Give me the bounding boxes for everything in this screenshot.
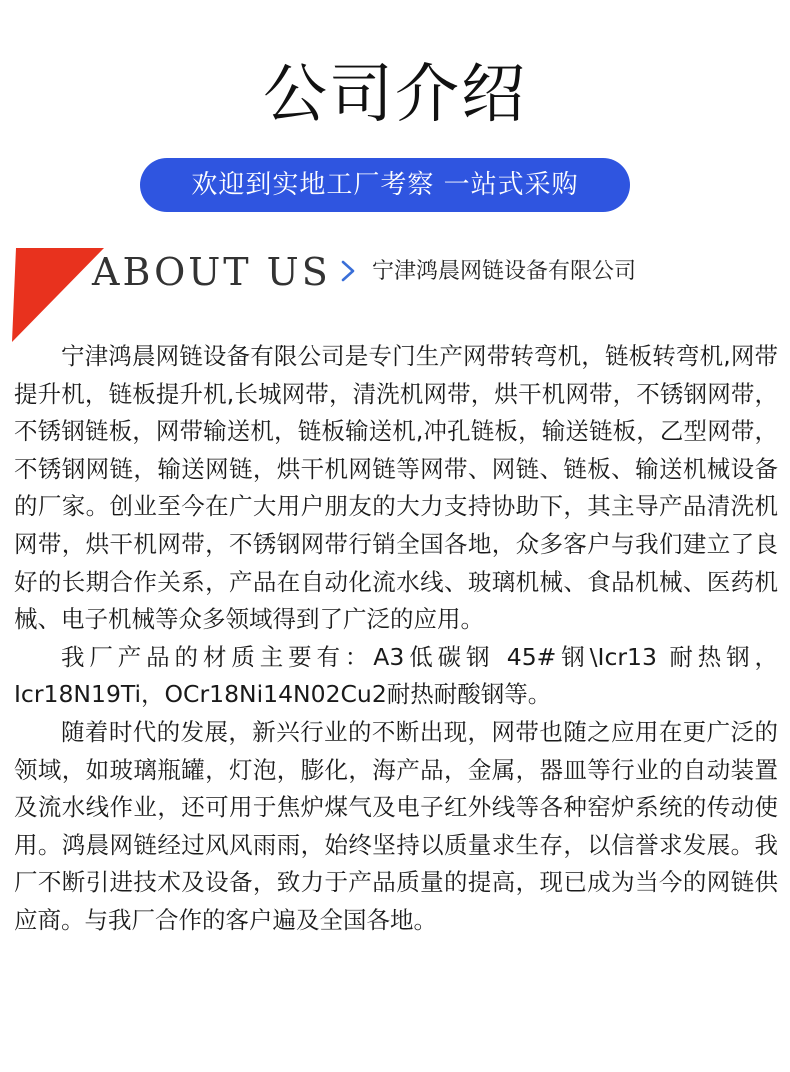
paragraph-intro: 宁津鸿晨网链设备有限公司是专门生产网带转弯机，链板转弯机,网带提升机，链板提升机,长城网带，清洗机网带，烘干机网带，不锈钢网带，不锈钢链板，网带输送机，链板输送机,冲孔链板，输送链板，乙型网带，不锈钢网链，输送网链，烘干机网链等网带、网链、链板、输送机械设备的厂家。创业至今在广大用户朋友的大力支持协助下，其主导产品清洗机网带，烘干机网带，不锈钢网带行销全国各地，众多客户与我们建立了良好的长期合作关系，产品在自动化流水线、玻璃机械、食品机械、医药机械、电子机械等众多领域得到了广泛的应用。 (14, 342, 778, 634)
about-us-header (0, 244, 790, 344)
paragraph-materials: 我厂产品的材质主要有：A3低碳钢 45#钢\Icr13 耐热钢，Icr18N19Ti，OCr18Ni14N02Cu2耐热耐酸钢等。 (14, 642, 778, 709)
company-name: 宁津鸿晨网链设备有限公司 (372, 259, 637, 284)
company-description (14, 338, 778, 940)
chevron-right-icon (340, 259, 356, 283)
page-title: 公司介绍 (263, 58, 527, 132)
slogan-banner: 欢迎到实地工厂考察 一站式采购 (140, 158, 630, 212)
about-us-label: ABOUT US (92, 250, 331, 294)
paragraph-applications: 随着时代的发展，新兴行业的不断出现，网带也随之应用在更广泛的领域，如玻璃瓶罐，灯泡，膨化，海产品，金属，器皿等行业的自动装置及流水线作业，还可用于焦炉煤气及电子红外线等各种窑炉系统的传动使用。鸿晨网链经过风风雨雨，始终坚持以质量求生存，以信誉求发展。我厂不断引进技术及设备，致力于产品质量的提高，现已成为当今的网链供应商。与我厂合作的客户遍及全国各地。 (14, 717, 778, 934)
